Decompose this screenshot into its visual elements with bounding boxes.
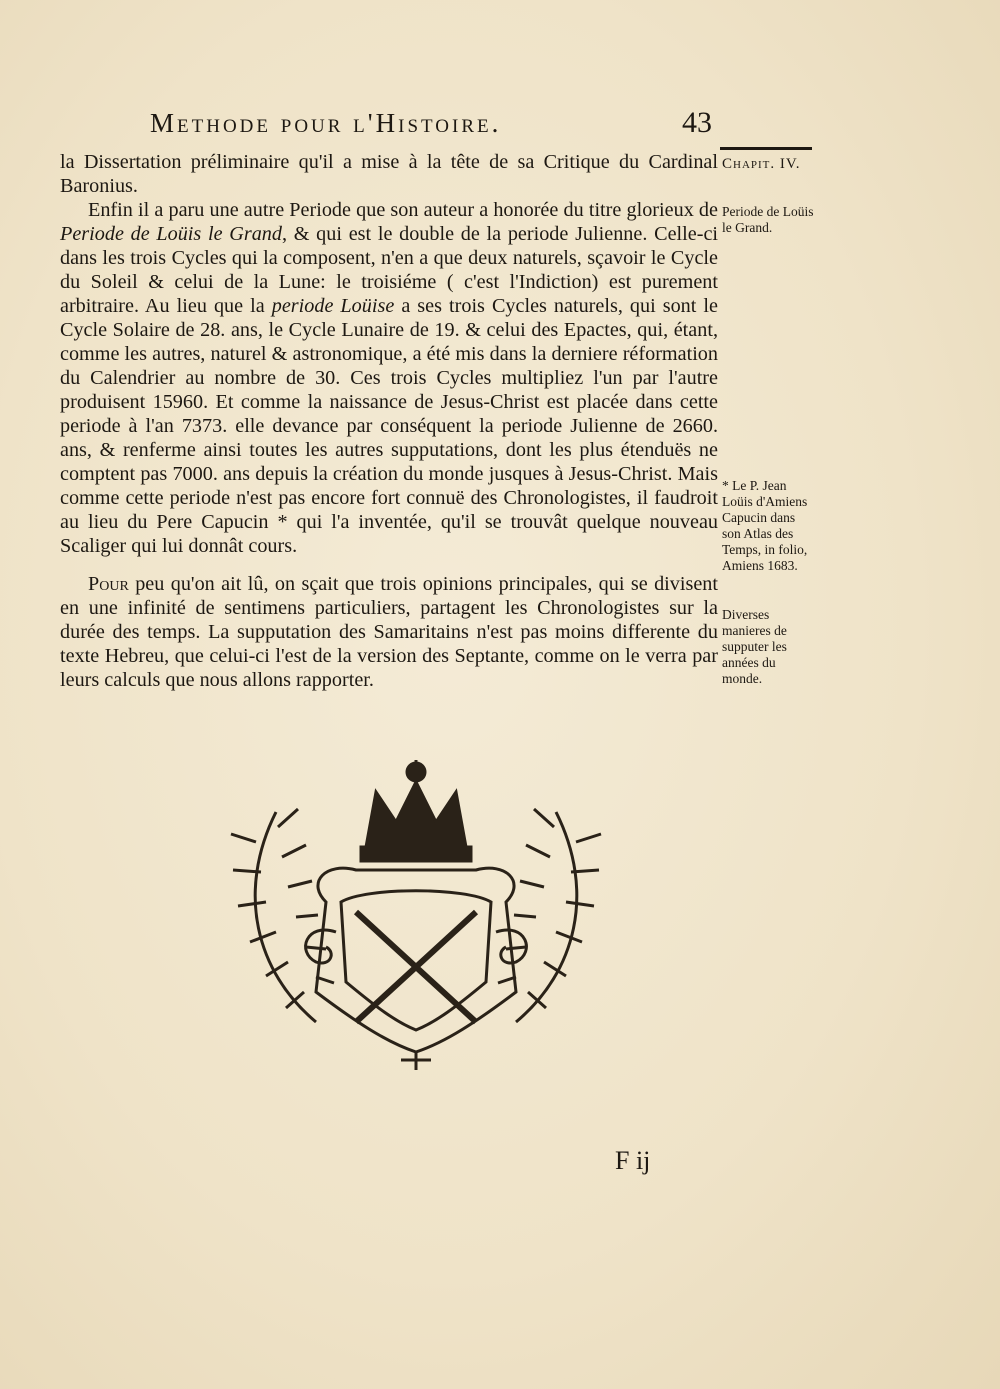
- running-title-text: ethode pour l'Histoire.: [177, 108, 502, 138]
- paragraph-2-italic-title: Periode de Loüis le Grand: [60, 223, 282, 245]
- paragraph-2: [60, 198, 718, 558]
- margin-note-periode-louis: Periode de Loüis le Grand.: [722, 204, 814, 235]
- paragraph-3-lead-word: Pour: [88, 573, 129, 595]
- paragraph-2-italic-periode: periode Loüise: [271, 295, 395, 317]
- margin-note-diverses-manieres: Diverses manieres de supputer les années du monde.: [722, 607, 787, 686]
- paragraph-2-part-a: Enfin il a paru une autre Periode que son auteur a honorée du titre glorieux de: [88, 199, 718, 221]
- margin-chapter-label: Chapit. IV.: [722, 156, 801, 172]
- paragraph-3-text: peu qu'on ait lû, on sçait que trois opinions principales, qui se divisent en une infinité de sentimens particuliers, partagent les Chronologistes sur la durée des temps. La supputation des Samaritains n'est pas moins differente du texte Hebreu, que celui-ci l'est de la version des Septante, comme on le verra par leurs calculs que nous allons rapporter.: [60, 573, 718, 691]
- paragraph-2-part-c: a ses trois Cycles naturels, qui sont le Cycle Solaire de 28. ans, le Cycle Lunaire de 19. & celui des Epactes, qui, étant, comme les autres, naturel & astronomique, a été mis dans la derniere réformation du Calendrier au nombre de 30. Ces trois Cycles multipliez l'un par l'autre produisent 15960. Et comme la naissance de Jesus-Christ est placée dans cette periode à l'an 7373. elle devance par conséquent la periode Julienne de 2660. ans, & renferme ainsi toutes les autres supputations, dont les plus étenduës ne comptent pas 7000. ans depuis la création du monde jusques à Jesus-Christ. Mais comme cette periode n'est pas encore fort connuë des Chronologistes, il faudroit au lieu du Pere Capucin * qui l'a inventée, qu'il se trouvât quelque nouveau Scaliger qui lui donnât cours.: [60, 295, 718, 557]
- paragraph-2-part-b: , & qui est le double de la periode Julienne. Celle-ci dans les trois Cycles qui la composent, n'en a que deux naturels, sçavoir le Cycle du Soleil & celui de la Lune: le troisiéme ( c'est l'Indiction) est purement arbitraire. Au lieu que la: [60, 223, 719, 317]
- running-title-initial: M: [150, 108, 178, 138]
- header-rule: [720, 147, 812, 150]
- margin-note-le-pere-jean: * Le P. Jean Loüis d'Amiens Capucin dans son Atlas des Temps, in folio, Amiens 1683.: [722, 478, 808, 573]
- main-text: [60, 150, 718, 692]
- page-number: 43: [682, 106, 712, 139]
- paragraph-1: la Dissertation préliminaire qu'il a mise à la tête de sa Critique du Cardinal Baronius.: [60, 151, 718, 197]
- running-title: [150, 108, 720, 139]
- signature-mark: F ij: [615, 1146, 651, 1175]
- royal-crown-ornament: [216, 752, 616, 1072]
- paragraph-3: [60, 572, 718, 692]
